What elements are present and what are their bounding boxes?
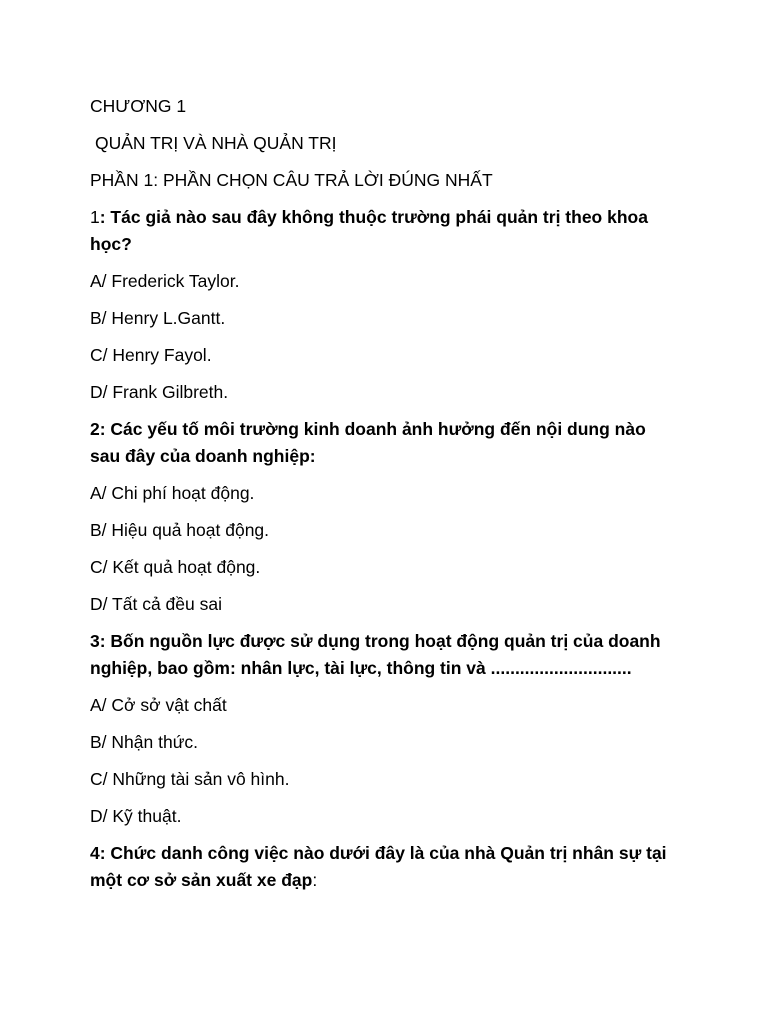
question-2-option-d: D/ Tất cả đều sai: [90, 594, 222, 614]
question-3-option-d: D/ Kỹ thuật.: [90, 806, 182, 826]
question-1-option-b: B/ Henry L.Gantt.: [90, 308, 226, 328]
question-2-option-c: C/ Kết quả hoạt động.: [90, 557, 261, 577]
question-4-number: 4: [90, 843, 100, 863]
question-2-number: 2: [90, 419, 100, 439]
question-1-text: : Tác giả nào sau đây không thuộc trường phái quản trị theo khoa học?: [90, 207, 648, 254]
question-3-option-a: A/ Cở sở vật chất: [90, 695, 227, 715]
question-4-tail: :: [312, 870, 318, 890]
question-2-text: : Các yếu tố môi trường kinh doanh ảnh hưởng đến nội dung nào sau đây của doanh nghiệp:: [90, 419, 646, 466]
chapter-heading: CHƯƠNG 1: [90, 96, 187, 116]
question-2: [90, 416, 680, 470]
question-3-text: : Bốn nguồn lực được sử dụng trong hoạt động quản trị của doanh nghiệp, bao gồm: nhân lực, tài lực, thông tin và .............................: [90, 631, 661, 678]
question-2-option-b: B/ Hiệu quả hoạt động.: [90, 520, 270, 540]
question-1-option-c: C/ Henry Fayol.: [90, 345, 212, 365]
question-3-option-b: B/ Nhận thức.: [90, 732, 199, 752]
chapter-title: QUẢN TRỊ VÀ NHÀ QUẢN TRỊ: [95, 133, 337, 153]
question-4-text: : Chức danh công việc nào dưới đây là của nhà Quản trị nhân sự tại một cơ sở sản xuất xe đạp: [90, 843, 667, 890]
section-heading: PHẦN 1: PHẦN CHỌN CÂU TRẢ LỜI ĐÚNG NHẤT: [90, 170, 493, 190]
question-1-option-d: D/ Frank Gilbreth.: [90, 382, 229, 402]
question-1: [90, 204, 680, 258]
question-1-number: 1: [90, 207, 100, 227]
question-3-option-c: C/ Những tài sản vô hình.: [90, 769, 290, 789]
question-4: [90, 840, 680, 894]
question-3-number: 3: [90, 631, 100, 651]
question-2-option-a: A/ Chi phí hoạt động.: [90, 483, 255, 503]
question-3: [90, 628, 680, 682]
question-1-option-a: A/ Frederick Taylor.: [90, 271, 240, 291]
document-content: [90, 93, 680, 904]
